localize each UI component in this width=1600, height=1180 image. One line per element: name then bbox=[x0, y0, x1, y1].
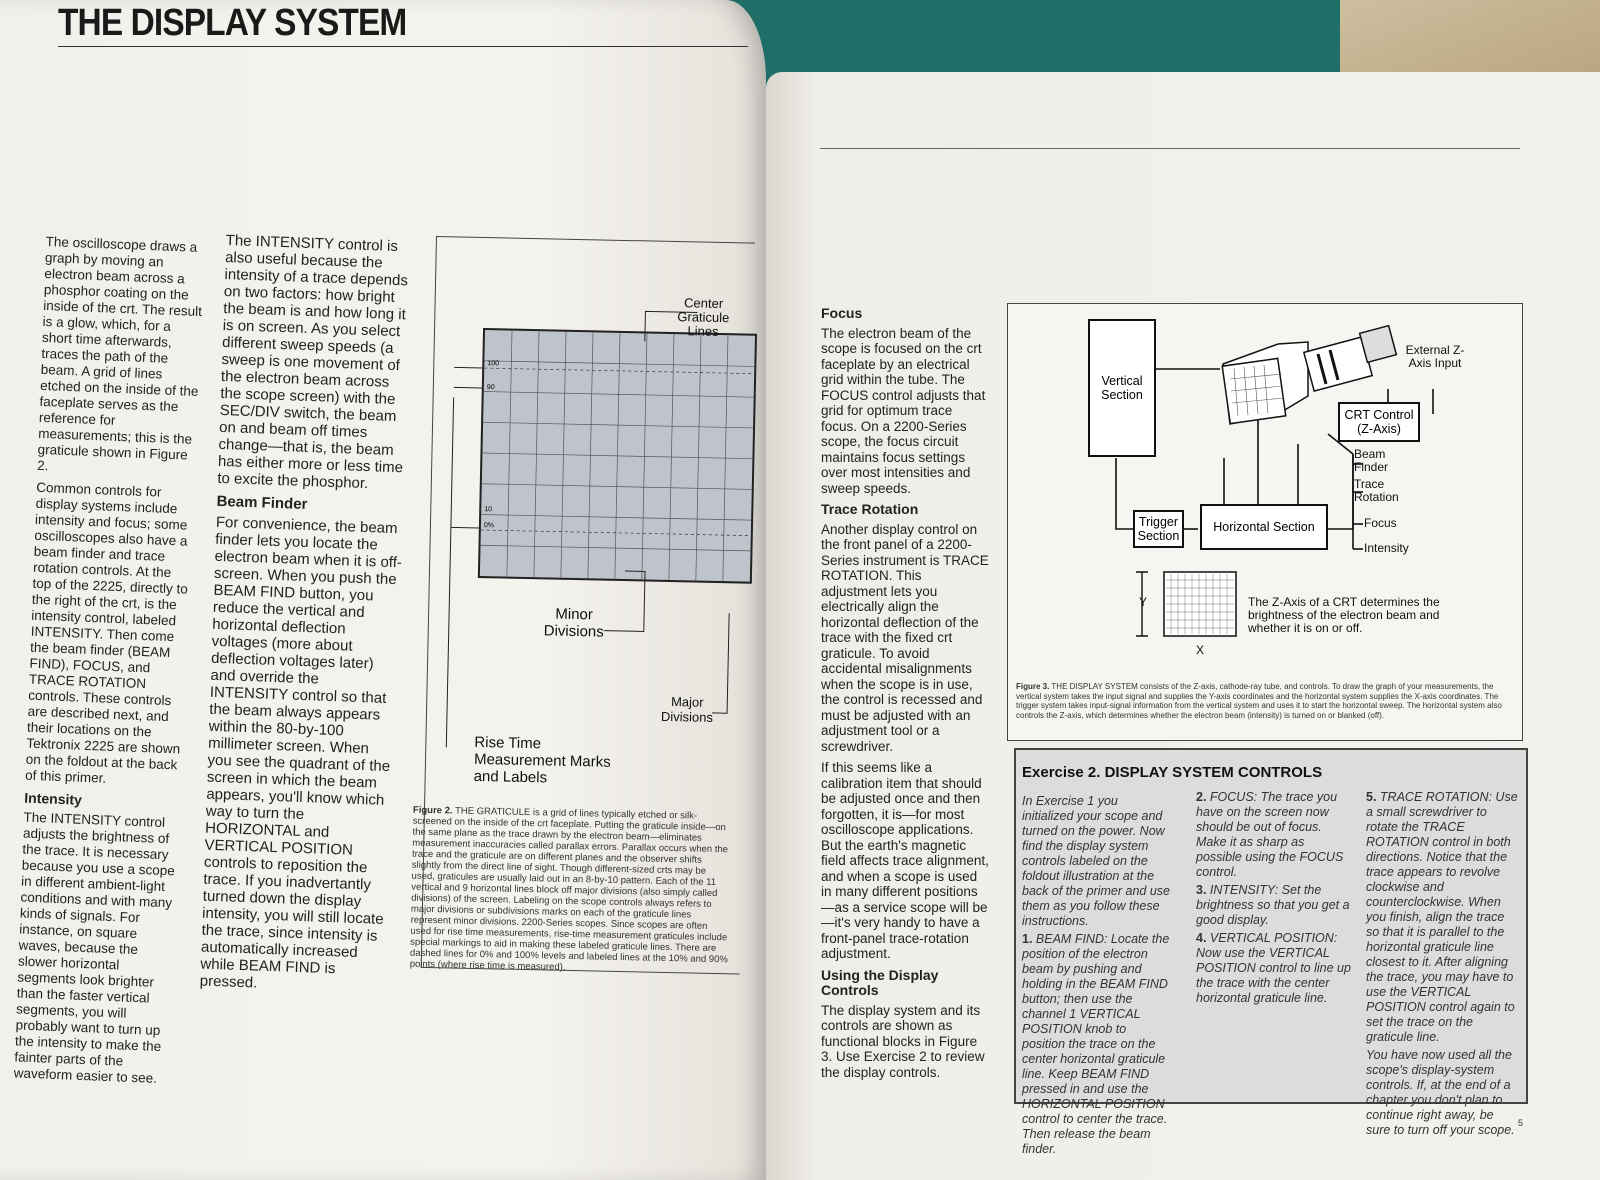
col1-paragraph-3: The INTENSITY control adjusts the brightness of the trace. It is necessary because you use a scope in different ambient-light conditions and with many kinds of signals. For instance, on square waves, because the slower horizontal segments look brighter than the faster vertical segments, you will probably want to turn up the intensity to make the fainter parts of the waveform easier to see. bbox=[13, 809, 176, 1086]
figure-2 bbox=[409, 236, 755, 975]
focus-heading: Focus bbox=[821, 305, 863, 321]
left-page bbox=[0, 0, 766, 1180]
figure-2-caption-text: THE GRATICULE is a grid of lines typically etched or silk-screened on the inside of the crt faceplate. Putting the graticule inside—on the same plane as the trace drawn by the electron beam—eliminates measurement inaccuracies called parallax errors. Parallax occurs when the trace and the graticule are on different planes and the observer shifts slightly from the direct line of sight. Though different-sized crts may be used, graticules are usually laid out in an 8-by-10 pattern. Each of the 11 vertical and 9 horizontal lines block off major divisions (also simply called divisions) of the screen. Labeling on the scope controls always refers to major divisions or subdivisions marks on each of the graticule lines represent minor divisions. 2200-Series scopes. Since scopes are often used for rise time measurements, rise-time measurement graticules include special markings to aid in making these labeled graticule lines. There are dashed lines for 0% and 100% levels and labeled lines at the 10% and 90% points (where rise time is measured). bbox=[409, 805, 729, 973]
z-axis-note: The Z-Axis of a CRT determines the brightness of the electron beam and whether it is on or off. bbox=[1248, 595, 1440, 635]
right-page-rule bbox=[820, 148, 1520, 149]
page-title: THE DISPLAY SYSTEM bbox=[58, 2, 407, 44]
intensity-heading: Intensity bbox=[24, 789, 83, 808]
beam-finder-heading: Beam Finder bbox=[216, 492, 308, 514]
exercise-step-2: 2. FOCUS: The trace you have on the screen now should be out of focus. Make it as sharp as possible using the FOCUS control. bbox=[1196, 790, 1344, 879]
exercise-column-1 bbox=[1022, 794, 1172, 1160]
scale-10: 10 bbox=[484, 506, 493, 514]
trace-rotation-label: Trace Rotation bbox=[1354, 477, 1399, 504]
intensity-label: Intensity bbox=[1364, 541, 1409, 555]
exercise-step-4: 4. VERTICAL POSITION: Now use the VERTICAL POSITION control to line up the trace with the center horizontal graticule line. bbox=[1196, 931, 1351, 1005]
label-center-graticule: Center Graticule Lines bbox=[677, 295, 730, 339]
horizontal-section-block: Horizontal Section bbox=[1200, 504, 1328, 550]
label-major-divisions: Major Divisions bbox=[660, 694, 714, 725]
column-3 bbox=[821, 302, 991, 1086]
figure-3-caption-text: THE DISPLAY SYSTEM consists of the Z-axis, cathode-ray tube, and controls. To draw the graph of your measurements, the vertical system takes the input signal and supplies the Y-axis coordinates and the horizontal system supplies the X-axis coordinates. The trigger system takes input-signal information from the vertical system and uses it to start the horizontal sweep. The horizontal system also controls the Z-axis, which determines whether the electron beam (intensity) is turned on or blanked (off). bbox=[1016, 682, 1502, 720]
exercise-step-1: 1. BEAM FIND: Locate the position of the electron beam by pushing and holding in the BEAM FIND button; then use the channel 1 VERTICAL POSITION knob to position the trace on the center horizontal graticule line. Keep BEAM FIND pressed in and use the HORIZONTAL POSITION control to center the trace. Then release the beam finder. bbox=[1022, 932, 1170, 1156]
column-1 bbox=[13, 234, 206, 1094]
col2-paragraph-2: For convenience, the beam finder lets you locate the electron beam when it is off-screen. When you push the BEAM FIND button, you reduce the vertical and horizontal deflection voltages (more about deflection voltages later) and override the INTENSITY control so that the beam always appears within the 80-by-100 millimeter screen. When you see the quadrant of the screen in which the beam appears, you'll know which way to turn the HORIZONTAL and VERTICAL POSITION controls to reposition the trace. If you inadvertantly turned down the display intensity, you will still locate the trace, since intensity is automatically increased while BEAM FIND is pressed. bbox=[199, 513, 403, 992]
y-axis-label: Y bbox=[1138, 595, 1147, 609]
col3-paragraph-3: If this seems like a calibration item that should be adjusted once and then forgotten, it is—for most oscilloscope applications. But the earth's magnetic field affects trace alignment, and when a scope is used in many different positions—as a service scope will be—it's very handy to have a front-panel trace-rotation adjustment. bbox=[821, 760, 989, 961]
focus-label: Focus bbox=[1364, 516, 1397, 530]
trace-rotation-heading: Trace Rotation bbox=[821, 501, 919, 517]
exercise-2-box bbox=[1014, 748, 1528, 1156]
col1-paragraph-1: The oscilloscope draws a graph by moving an electron beam across a phosphor coating on the inside of the crt. The result is a glow, which, for a short time afterwards, traces the path of the beam. A grid of lines etched on the inside of the faceplate serves as the reference for measurements; this is the graticule shown in Figure 2. bbox=[36, 234, 203, 474]
x-axis-label: X bbox=[1195, 643, 1204, 657]
exercise-column-3 bbox=[1366, 790, 1518, 1141]
exercise-intro: In Exercise 1 you initialized your scope and turned on the power. Now find the display system controls labeled on the foldout illustration at the back of the primer and use them as you follow these instructions. bbox=[1022, 794, 1170, 928]
external-z-axis-label: External Z-Axis Input bbox=[1405, 343, 1465, 370]
page-number: 5 bbox=[1518, 1118, 1524, 1128]
column-2 bbox=[199, 232, 414, 1002]
figure-3-caption bbox=[1016, 682, 1514, 720]
vertical-section-block: Vertical Section bbox=[1088, 319, 1156, 457]
scale-90: 90 bbox=[486, 384, 495, 392]
figure-3 bbox=[1007, 303, 1523, 741]
exercise-step-5: 5. TRACE ROTATION: Use a small screwdriver to rotate the TRACE ROTATION control in both directions. Notice that the trace appears to revolve clockwise and counterclockwise. When you finish, align the trace so that it is parallel to the horizontal graticule line closest to it. After aligning the trace, you may have to use the VERTICAL POSITION control again to set the trace on the graticule line. bbox=[1366, 790, 1518, 1044]
col3-paragraph-1: The electron beam of the scope is focused on the crt faceplate by an electrical grid within the tube. The FOCUS control adjusts that grid for optimum trace focus. On a 2200-Series scope, the focus circuit maintains focus settings over most intensities and sweep speeds. bbox=[821, 325, 986, 496]
label-rise-time: Rise Time Measurement Marks and Labels bbox=[473, 733, 611, 787]
exercise-2-title: Exercise 2. DISPLAY SYSTEM CONTROLS bbox=[1022, 764, 1323, 781]
figure-2-caption bbox=[410, 805, 731, 977]
crt-control-block: CRT Control (Z-Axis) bbox=[1338, 402, 1420, 442]
exercise-column-2 bbox=[1196, 790, 1351, 1009]
col2-paragraph-1: The INTENSITY control is also useful because the intensity of a trace depends on two factors: how bright the beam is and how long it is on screen. As you select different sweep speeds (a sweep is one movement of the electron beam across the scope screen) with the SEC/DIV switch, the beam on and beam off times change—that is, the beam has either more or less time to excite the phosphor. bbox=[217, 232, 409, 493]
col1-paragraph-2: Common controls for display systems include intensity and focus; some oscilloscopes also have a beam finder and trace rotation controls. At the top of the 2225, directly to the right of the crt, is the intensity control, labeled INTENSITY. Then come the beam finder (BEAM FIND), FOCUS, and TRACE ROTATION controls. These controls are described next, and their locations on the Tektronix 2225 are shown on the foldout at the back of this primer. bbox=[24, 479, 189, 786]
exercise-outro: You have now used all the scope's display-system controls. If, at the end of a chapter you don't plan to continue right away, be sure to turn off your scope. bbox=[1366, 1048, 1515, 1137]
figure-3-caption-lead: Figure 3. bbox=[1016, 682, 1050, 691]
scale-100: 100 bbox=[487, 360, 500, 368]
using-display-heading: Using the Display Controls bbox=[821, 966, 939, 998]
beam-finder-label: Beam Finder bbox=[1354, 447, 1389, 474]
exercise-step-3: 3. INTENSITY: Set the brightness so that you get a good display. bbox=[1196, 883, 1350, 927]
col3-paragraph-2: Another display control on the front panel of a 2200-Series instrument is TRACE ROTATION. This adjustment lets you electrically align the horizontal deflection of the trace with the fixed crt graticule. To avoid accidental misalignments when the scope is in use, the control is recessed and must be adjusted with an adjustment tool or a screwdriver. bbox=[821, 521, 989, 754]
figure-2-caption-lead: Figure 2. bbox=[412, 804, 453, 817]
scale-0: 0% bbox=[483, 522, 495, 530]
label-minor-divisions: Minor Divisions bbox=[543, 605, 604, 641]
trigger-section-block: Trigger Section bbox=[1133, 510, 1184, 548]
title-rule bbox=[58, 46, 748, 47]
col3-paragraph-4: The display system and its controls are shown as functional blocks in Figure 3. Use Exercise 2 to review the display controls. bbox=[821, 1002, 985, 1080]
